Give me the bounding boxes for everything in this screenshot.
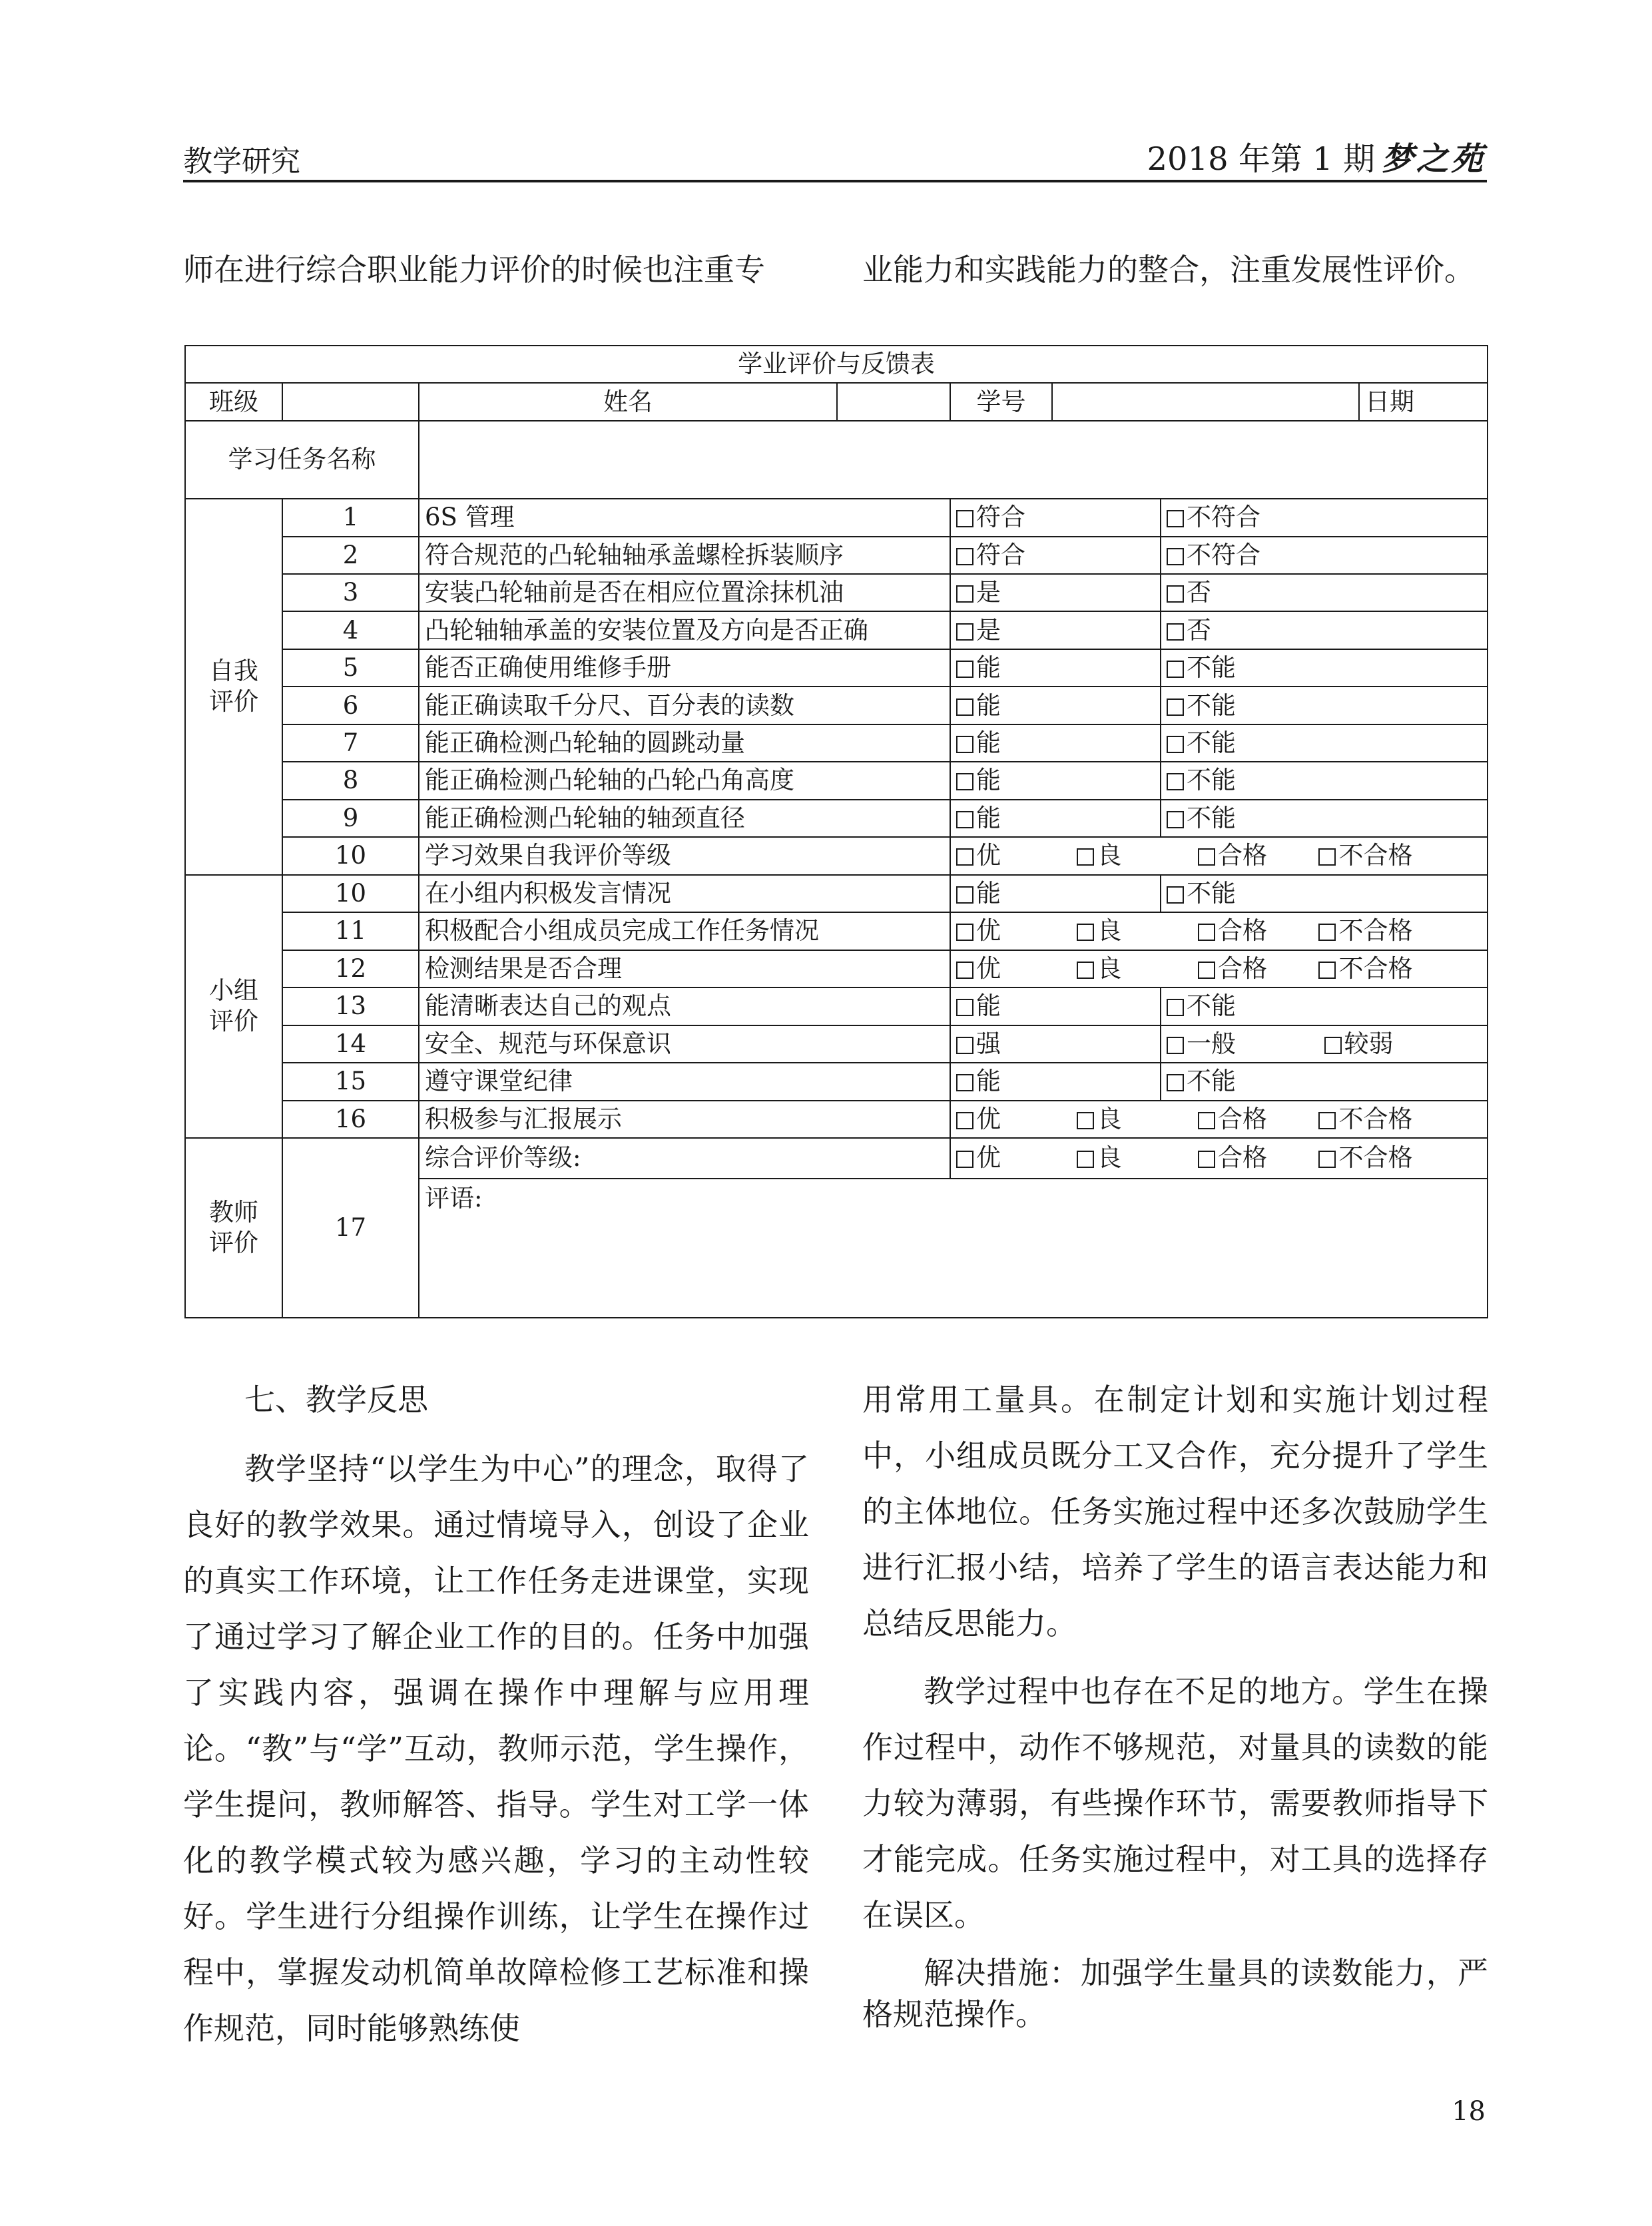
option <box>1167 991 1236 1021</box>
option-label: 强 <box>976 1029 1001 1058</box>
criterion-text: 6S 管理 <box>419 499 950 536</box>
option <box>1324 1029 1394 1059</box>
option-label: 合格 <box>1217 954 1267 983</box>
row-number: 12 <box>282 950 419 987</box>
checkbox-icon <box>1324 1037 1342 1054</box>
option-label: 否 <box>1187 615 1211 645</box>
option <box>1077 916 1197 946</box>
option-label: 良 <box>1097 954 1122 983</box>
option <box>956 991 1001 1021</box>
teacher-row-number: 17 <box>282 1138 419 1318</box>
checkbox-icon <box>956 848 973 866</box>
checkbox-icon <box>956 1037 973 1054</box>
checkbox-icon <box>1318 1112 1336 1129</box>
option-cell <box>1161 499 1488 536</box>
teacher-eval-label: 教师评价 <box>185 1138 282 1318</box>
checkbox-icon <box>956 1151 973 1168</box>
checkbox-icon <box>1167 1074 1184 1091</box>
option-label: 优 <box>976 916 1001 946</box>
option <box>1077 954 1197 984</box>
option-label: 不能 <box>1187 766 1236 795</box>
criterion-text: 能否正确使用维修手册 <box>419 649 950 687</box>
checkbox-icon <box>1198 962 1215 979</box>
body-column-left <box>183 1372 809 2056</box>
option <box>1077 1143 1197 1173</box>
option-cell <box>950 499 1161 536</box>
criterion-text: 检测结果是否合理 <box>419 950 950 987</box>
option-label: 合格 <box>1217 1104 1267 1133</box>
option-cell <box>950 611 1161 649</box>
issue-header <box>1147 133 1486 179</box>
criterion-text: 能正确检测凸轮轴的凸轮凸角高度 <box>419 762 950 799</box>
option <box>1198 840 1318 871</box>
criterion-text: 安装凸轮轴前是否在相应位置涂抹机油 <box>419 574 950 611</box>
option-label: 优 <box>976 1104 1001 1133</box>
option-cell <box>950 1063 1161 1100</box>
row-number: 10 <box>282 875 419 912</box>
option-label: 能 <box>976 728 1001 757</box>
class-value-cell <box>282 383 419 420</box>
criterion-text: 遵守课堂纪律 <box>419 1063 950 1100</box>
checkbox-icon <box>956 623 973 641</box>
feedback-table <box>184 345 1488 1318</box>
criterion-text: 能清晰表达自己的观点 <box>419 987 950 1025</box>
journal-brand: 梦之苑 <box>1381 140 1486 178</box>
overall-grade-options <box>950 1138 1488 1179</box>
option <box>956 1066 1001 1097</box>
table-row <box>185 1101 1488 1139</box>
option <box>956 577 1001 608</box>
option-label: 一般 <box>1187 1029 1236 1058</box>
option-label: 不合格 <box>1338 954 1413 983</box>
table-row <box>185 724 1488 762</box>
option-cell <box>1161 611 1488 649</box>
option-label: 能 <box>976 878 1001 908</box>
option-cell <box>1161 762 1488 799</box>
option-label: 不能 <box>1187 653 1236 683</box>
option <box>956 502 1025 533</box>
option <box>1198 1143 1318 1173</box>
option-cell <box>950 724 1161 762</box>
option-label: 优 <box>976 954 1001 983</box>
checkbox-icon <box>956 736 973 753</box>
table-row <box>185 837 1488 875</box>
row-number: 15 <box>282 1063 419 1100</box>
option-label: 良 <box>1097 841 1122 870</box>
checkbox-icon <box>956 661 973 678</box>
table-row <box>185 800 1488 837</box>
issue-label: 2018 年第 1 期 <box>1147 140 1375 178</box>
option-label: 不合格 <box>1338 916 1413 946</box>
checkbox-icon <box>1198 1112 1215 1129</box>
option-cell <box>1161 574 1488 611</box>
criterion-text: 能正确检测凸轮轴的轴颈直径 <box>419 800 950 837</box>
checkbox-icon <box>956 886 973 904</box>
option-label: 优 <box>976 1143 1001 1173</box>
checkbox-icon <box>1167 623 1184 641</box>
option-cell <box>1161 987 1488 1025</box>
option-cell <box>950 649 1161 687</box>
option-label: 是 <box>976 615 1001 645</box>
row-number: 7 <box>282 724 419 762</box>
table-row <box>185 762 1488 799</box>
criterion-text: 积极参与汇报展示 <box>419 1101 950 1139</box>
table-row <box>185 687 1488 724</box>
section-heading: 七、教学反思 <box>244 1382 428 1418</box>
option-label: 不合格 <box>1338 841 1413 870</box>
intro-text-left: 师在进行综合职业能力评价的时候也注重专 <box>183 252 765 288</box>
checkbox-icon <box>1077 1151 1094 1168</box>
table-title: 学业评价与反馈表 <box>185 346 1488 383</box>
option <box>1198 916 1318 946</box>
comment-cell <box>419 1179 1488 1318</box>
option-label: 是 <box>976 578 1001 607</box>
overall-grade-label: 综合评价等级: <box>419 1138 950 1179</box>
option <box>956 878 1001 909</box>
student-info-row <box>185 383 1488 420</box>
reflection-paragraph-1-continued: 用常用工量具。在制定计划和实施计划过程中，小组成员既分工又合作，充分提升了学生的主体地位。任务实施过程中还多次鼓励学生进行汇报小结，培养了学生的语言表达能力和总结反思能力。 <box>862 1382 1488 1641</box>
option-cell <box>950 950 1488 987</box>
checkbox-icon <box>1077 924 1094 941</box>
name-label: 姓名 <box>419 383 837 420</box>
option <box>1167 691 1236 721</box>
student-id-label: 学号 <box>950 383 1052 420</box>
table-row <box>185 912 1488 950</box>
checkbox-icon <box>1077 848 1094 866</box>
checkbox-icon <box>956 548 973 565</box>
row-number: 16 <box>282 1101 419 1139</box>
row-number: 8 <box>282 762 419 799</box>
checkbox-icon <box>956 999 973 1016</box>
checkbox-icon <box>956 510 973 527</box>
checkbox-icon <box>956 1074 973 1091</box>
option <box>1318 916 1439 946</box>
option <box>956 765 1001 796</box>
checkbox-icon <box>1167 661 1184 678</box>
option-cell <box>950 762 1161 799</box>
option-cell <box>950 912 1488 950</box>
checkbox-icon <box>1198 924 1215 941</box>
comment-label: 评语: <box>425 1183 483 1213</box>
option <box>956 653 1001 683</box>
group-eval-label: 小组评价 <box>185 875 282 1138</box>
criterion-text: 能正确读取千分尺、百分表的读数 <box>419 687 950 724</box>
option <box>1077 840 1197 871</box>
criterion-text: 凸轮轴轴承盖的安装位置及方向是否正确 <box>419 611 950 649</box>
option-label: 不能 <box>1187 728 1236 757</box>
option <box>956 691 1001 721</box>
option-cell <box>1161 724 1488 762</box>
option-cell <box>950 837 1488 875</box>
name-value-cell <box>837 383 950 420</box>
journal-section-label: 教学研究 <box>183 144 300 178</box>
checkbox-icon <box>1167 698 1184 716</box>
checkbox-icon <box>1077 962 1094 979</box>
option-cell <box>950 800 1161 837</box>
option <box>1318 1104 1439 1135</box>
option-cell <box>950 987 1161 1025</box>
checkbox-icon <box>1318 1151 1336 1168</box>
option-label: 不合格 <box>1338 1104 1413 1133</box>
option-label: 能 <box>976 766 1001 795</box>
header-divider <box>183 180 1487 182</box>
option <box>956 1143 1077 1173</box>
option <box>1167 653 1236 683</box>
option-label: 合格 <box>1217 916 1267 946</box>
table-row <box>185 574 1488 611</box>
row-number: 3 <box>282 574 419 611</box>
student-id-value-cell <box>1052 383 1359 420</box>
option-cell <box>1161 800 1488 837</box>
option-label: 能 <box>976 653 1001 683</box>
checkbox-icon <box>1167 510 1184 527</box>
row-number: 6 <box>282 687 419 724</box>
option-cell <box>950 574 1161 611</box>
option <box>1167 1029 1324 1059</box>
option-label: 优 <box>976 841 1001 870</box>
option <box>956 954 1077 984</box>
criterion-text: 学习效果自我评价等级 <box>419 837 950 875</box>
option-label: 不符合 <box>1187 503 1260 532</box>
teacher-overall-row <box>185 1138 1488 1179</box>
row-number: 2 <box>282 537 419 574</box>
reflection-paragraph-3: 解决措施：加强学生量具的读数能力，严格规范操作。 <box>862 1955 1488 2032</box>
checkbox-icon <box>1077 1112 1094 1129</box>
option-label: 不能 <box>1187 691 1236 720</box>
criterion-text: 积极配合小组成员完成工作任务情况 <box>419 912 950 950</box>
row-number: 9 <box>282 800 419 837</box>
option <box>956 540 1025 571</box>
option-label: 不能 <box>1187 991 1236 1021</box>
option <box>1198 1104 1318 1135</box>
table-row <box>185 1025 1488 1063</box>
option <box>1167 577 1211 608</box>
checkbox-icon <box>1167 999 1184 1016</box>
option-label: 符合 <box>976 503 1025 532</box>
option-cell <box>1161 1025 1488 1063</box>
option-cell <box>1161 1063 1488 1100</box>
option-cell <box>950 687 1161 724</box>
row-number: 1 <box>282 499 419 536</box>
checkbox-icon <box>1198 848 1215 866</box>
option-label: 能 <box>976 803 1001 832</box>
row-number: 10 <box>282 837 419 875</box>
option <box>1167 615 1211 646</box>
option <box>1167 803 1236 834</box>
reflection-paragraph-2: 教学过程中也存在不足的地方。学生在操作过程中，动作不够规范，对量具的读数的能力较为薄弱，有些操作环节，需要教师指导下才能完成。任务实施过程中，对工具的选择存在误区。 <box>862 1673 1488 1933</box>
checkbox-icon <box>1318 924 1336 941</box>
task-name-label: 学习任务名称 <box>185 421 419 499</box>
table-row <box>185 1063 1488 1100</box>
option-cell <box>950 1025 1161 1063</box>
date-value-cell <box>1359 383 1488 420</box>
option <box>956 1104 1077 1135</box>
checkbox-icon <box>1167 585 1184 603</box>
table-row <box>185 875 1488 912</box>
criterion-text: 能正确检测凸轮轴的圆跳动量 <box>419 724 950 762</box>
table-row <box>185 537 1488 574</box>
checkbox-icon <box>1167 811 1184 828</box>
table-row <box>185 987 1488 1025</box>
option-cell <box>1161 649 1488 687</box>
criterion-text: 符合规范的凸轮轴轴承盖螺栓拆装顺序 <box>419 537 950 574</box>
option <box>1318 840 1439 871</box>
row-number: 13 <box>282 987 419 1025</box>
checkbox-icon <box>1167 548 1184 565</box>
option-label: 良 <box>1097 916 1122 946</box>
option <box>1198 954 1318 984</box>
row-number: 4 <box>282 611 419 649</box>
checkbox-icon <box>1318 848 1336 866</box>
row-number: 5 <box>282 649 419 687</box>
option <box>1318 1143 1439 1173</box>
option-label: 合格 <box>1217 841 1267 870</box>
checkbox-icon <box>956 924 973 941</box>
option <box>1167 765 1236 796</box>
option <box>956 840 1077 871</box>
page-number: 18 <box>1452 2096 1486 2127</box>
task-name-value-cell <box>419 421 1488 499</box>
option-label: 不合格 <box>1338 1143 1413 1173</box>
checkbox-icon <box>1318 962 1336 979</box>
checkbox-icon <box>1167 773 1184 790</box>
criterion-text: 在小组内积极发言情况 <box>419 875 950 912</box>
option <box>956 916 1077 946</box>
option <box>1167 878 1236 909</box>
option-label: 良 <box>1097 1104 1122 1133</box>
checkbox-icon <box>956 811 973 828</box>
option-label: 符合 <box>976 540 1025 569</box>
option <box>956 803 1001 834</box>
table-row <box>185 499 1488 536</box>
table-row <box>185 611 1488 649</box>
option <box>956 1029 1001 1059</box>
option <box>1077 1104 1197 1135</box>
task-name-row <box>185 421 1488 499</box>
option-cell <box>1161 537 1488 574</box>
checkbox-icon <box>1167 736 1184 753</box>
criterion-text: 安全、规范与环保意识 <box>419 1025 950 1063</box>
checkbox-icon <box>1167 1037 1184 1054</box>
option-label: 较弱 <box>1344 1029 1394 1058</box>
row-number: 14 <box>282 1025 419 1063</box>
option-label: 能 <box>976 691 1001 720</box>
option-label: 良 <box>1097 1143 1122 1173</box>
option-cell <box>950 1101 1488 1139</box>
checkbox-icon <box>956 585 973 603</box>
table-row <box>185 950 1488 987</box>
class-label: 班级 <box>185 383 282 420</box>
checkbox-icon <box>1167 886 1184 904</box>
checkbox-icon <box>956 1112 973 1129</box>
option-cell <box>950 875 1161 912</box>
checkbox-icon <box>956 698 973 716</box>
option <box>1167 502 1260 533</box>
option-cell <box>1161 687 1488 724</box>
body-column-right <box>862 1372 1488 2035</box>
reflection-paragraph-1: 教学坚持“以学生为中心”的理念，取得了良好的教学效果。通过情境导入，创设了企业的真实工作环境，让工作任务走进课堂，实现了通过学习了解企业工作的目的。任务中加强了实践内容，强调在操作中理解与应用理论。“教”与“学”互动，教师示范，学生操作，学生提问，教师解答、指导。学生对工学一体化的教学模式较为感兴趣，学习的主动性较好。学生进行分组操作训练，让学生在操作过程中，掌握发动机简单故障检修工艺标准和操作规范，同时能够熟练使 <box>183 1451 809 2046</box>
checkbox-icon <box>956 962 973 979</box>
row-number: 11 <box>282 912 419 950</box>
option <box>956 728 1001 758</box>
option <box>956 615 1001 646</box>
option-label: 能 <box>976 991 1001 1021</box>
self-eval-label: 自我评价 <box>185 499 282 875</box>
option <box>1167 728 1236 758</box>
checkbox-icon <box>956 773 973 790</box>
option-label: 能 <box>976 1067 1001 1096</box>
date-label: 日期 <box>1365 387 1414 416</box>
option-label: 不符合 <box>1187 540 1260 569</box>
option-label: 不能 <box>1187 878 1236 908</box>
option-label: 合格 <box>1217 1143 1267 1173</box>
option-label: 不能 <box>1187 803 1236 832</box>
option-label: 否 <box>1187 578 1211 607</box>
option <box>1318 954 1439 984</box>
table-row <box>185 649 1488 687</box>
option-cell <box>950 537 1161 574</box>
option-label: 不能 <box>1187 1067 1236 1096</box>
option <box>1167 1066 1236 1097</box>
option-cell <box>1161 875 1488 912</box>
option <box>1167 540 1260 571</box>
intro-text-right: 业能力和实践能力的整合，注重发展性评价。 <box>862 252 1475 288</box>
checkbox-icon <box>1198 1151 1215 1168</box>
